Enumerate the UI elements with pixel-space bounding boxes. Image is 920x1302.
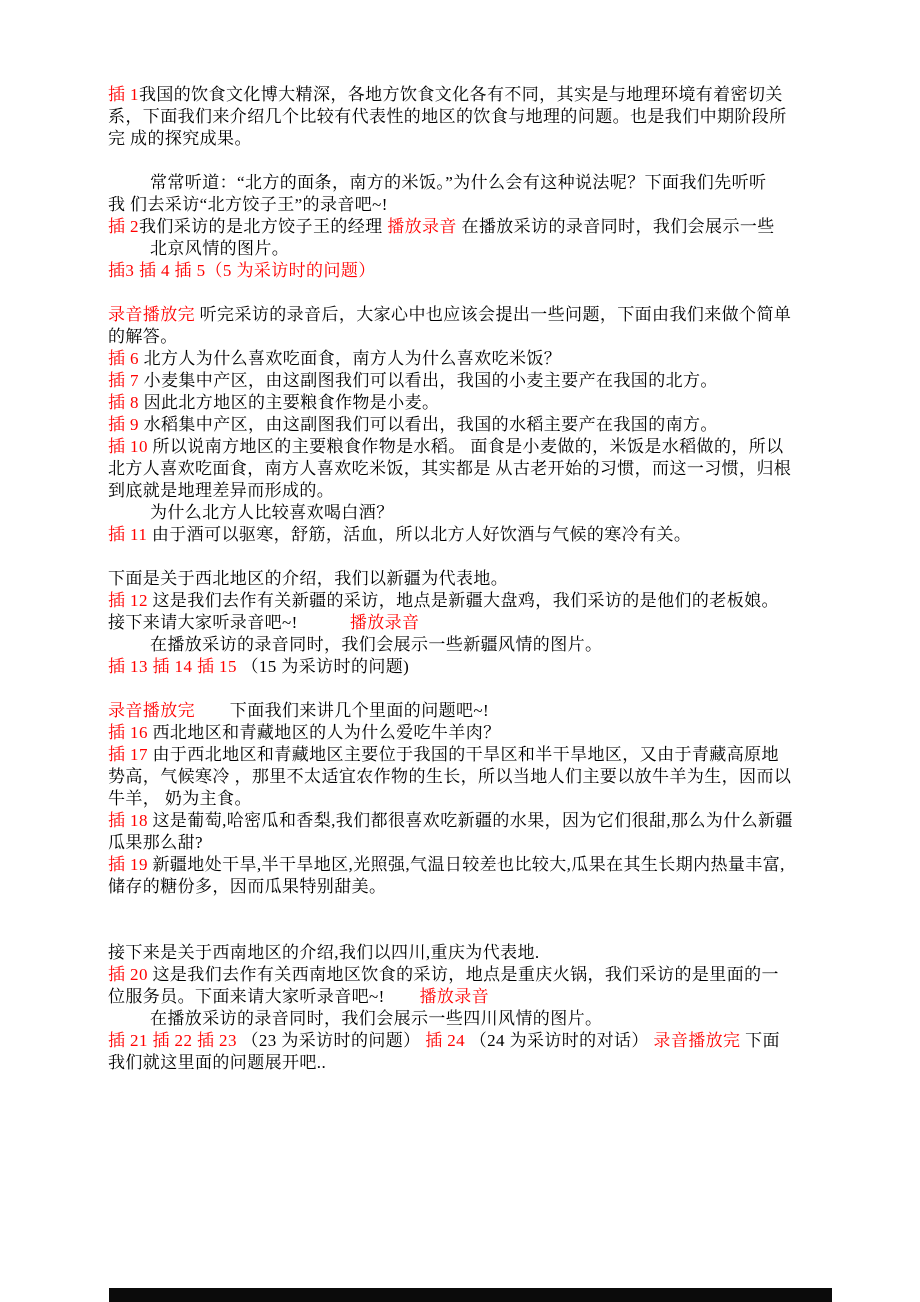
text-line — [108, 700, 822, 722]
body-text: （24 为采访时的对话） — [469, 1031, 654, 1050]
body-text: 我 们去采访“北方饺子王”的录音吧~! — [108, 195, 388, 214]
text-line — [108, 106, 822, 128]
text-line — [108, 1030, 822, 1052]
text-line — [108, 656, 822, 678]
body-text: 水稻集中产区，由这副图我们可以看出，我国的水稻主要产在我国的南方。 — [143, 415, 718, 434]
blank-line — [108, 150, 822, 172]
body-text: 在播放采访的录音同时，我们会展示一些新疆风情的图片。 — [150, 635, 603, 654]
text-line — [108, 326, 822, 348]
blank-line — [108, 546, 822, 568]
body-text: 势高，气候寒冷 ，那里不太适宜农作物的生长，所以当地人们主要以放牛羊为生，因而以 — [108, 767, 792, 786]
blank-line — [108, 898, 822, 920]
body-text: 位服务员。下面来请大家听录音吧~! — [108, 987, 420, 1006]
body-text: 在播放采访的录音同时，我们会展示一些 — [456, 217, 775, 236]
body-text: 接下来是关于西南地区的介绍,我们以四川,重庆为代表地. — [108, 943, 540, 962]
body-text: 因此北方地区的主要粮食作物是小麦。 — [143, 393, 440, 412]
insert-marker-text: 录音播放完 — [108, 305, 195, 324]
text-line — [108, 128, 822, 150]
body-text: 北方人喜欢吃面食，南方人喜欢吃米饭，其实都是 从古老开始的习惯，而这一习惯，归根 — [108, 459, 792, 478]
body-text: 下面是关于西北地区的介绍，我们以新疆为代表地。 — [108, 569, 509, 588]
text-line — [108, 788, 822, 810]
text-line — [108, 216, 822, 238]
body-text: 我国的饮食文化博大精深，各地方饮食文化各有不同，其实是与地理环境有着密切关 — [138, 85, 783, 104]
body-text: （23 为采访时的问题） — [241, 1031, 421, 1050]
insert-marker-text: 插 18 — [108, 811, 153, 830]
body-text: 我们采访的是北方饺子王的经理 — [138, 217, 388, 236]
body-text: 系，下面我们来介绍几个比较有代表性的地区的饮食与地理的问题。也是我们中期阶段所 — [108, 107, 787, 126]
insert-marker-text: 插 12 — [108, 591, 153, 610]
text-line — [108, 194, 822, 216]
text-line — [108, 1008, 822, 1030]
body-text: 瓜果那么甜? — [108, 833, 203, 852]
text-line — [108, 964, 822, 986]
body-text: 牛羊， 奶为主食。 — [108, 789, 252, 808]
insert-marker-text: 插 2 — [108, 217, 139, 236]
insert-marker-text: 播放录音 — [349, 613, 420, 632]
body-text: 为什么北方人比较喜欢喝白酒？ — [150, 503, 394, 522]
text-line — [108, 722, 822, 744]
text-line — [108, 590, 822, 612]
text-line — [108, 304, 822, 326]
insert-marker-text: 插 20 — [108, 965, 153, 984]
body-text: 西北地区和青藏地区的人为什么爱吃牛羊肉？ — [152, 723, 501, 742]
text-line — [108, 524, 822, 546]
text-line — [108, 832, 822, 854]
insert-marker-text: 播放录音 — [419, 987, 490, 1006]
body-text: 储存的糖份多，因而瓜果特别甜美。 — [108, 877, 387, 896]
insert-marker-text: 插 24 — [420, 1031, 470, 1050]
body-text: 下面我们来讲几个里面的问题吧~! — [195, 701, 490, 720]
body-text: 完 成的探究成果。 — [108, 129, 252, 148]
insert-marker-text: 插 6 — [108, 349, 144, 368]
text-line — [108, 458, 822, 480]
text-line — [108, 568, 822, 590]
insert-marker-text: 插 8 — [108, 393, 144, 412]
body-text: 新疆地处干旱,半干旱地区,光照强,气温日较差也比较大,瓜果在其生长期内热量丰富, — [152, 855, 785, 874]
text-line — [108, 436, 822, 458]
text-line — [108, 172, 822, 194]
body-text: 的解答。 — [108, 327, 178, 346]
text-line — [108, 766, 822, 788]
blank-line — [108, 282, 822, 304]
body-text: 常常听道：“北方的面条，南方的米饭。”为什么会有这种说法呢？下面我们先听听 — [150, 173, 767, 192]
text-line — [108, 986, 822, 1008]
blank-line — [108, 920, 822, 942]
document-body — [108, 84, 822, 1074]
text-line — [108, 480, 822, 502]
text-line — [108, 260, 822, 282]
body-text: 由于酒可以驱寒，舒筋，活血，所以北方人好饮酒与气候的寒冷有关。 — [151, 525, 692, 544]
body-text: 下面 — [740, 1031, 780, 1050]
text-line — [108, 348, 822, 370]
text-line — [108, 942, 822, 964]
insert-marker-text: 插 16 — [108, 723, 153, 742]
insert-marker-text: 插 9 — [108, 415, 144, 434]
text-line — [108, 414, 822, 436]
body-text: 北京风情的图片。 — [150, 239, 290, 258]
insert-marker-text: 录音播放完 — [108, 701, 195, 720]
insert-marker-text: 插 11 — [108, 525, 152, 544]
insert-marker-text: 插 13 插 14 插 15 — [108, 657, 242, 676]
insert-marker-text: 插 17 — [108, 745, 153, 764]
insert-marker-text: 插 21 插 22 插 23 — [108, 1031, 242, 1050]
body-text: 接下来请大家听录音吧~! — [108, 613, 350, 632]
text-line — [108, 370, 822, 392]
body-text: 听完采访的录音后，大家心中也应该会提出一些问题，下面由我们来做个简单 — [195, 305, 792, 324]
body-text: 在播放采访的录音同时，我们会展示一些四川风情的图片。 — [150, 1009, 603, 1028]
insert-marker-text: 插 10 — [108, 437, 153, 456]
text-line — [108, 854, 822, 876]
body-text: 北方人为什么喜欢吃面食，南方人为什么喜欢吃米饭？ — [143, 349, 562, 368]
text-line — [108, 634, 822, 656]
text-line — [108, 1052, 822, 1074]
table-top-edge — [109, 1288, 832, 1302]
body-text: 由于西北地区和青藏地区主要位于我国的干旱区和半干旱地区，又由于青藏高原地 — [152, 745, 779, 764]
body-text: 到底就是地理差异而形成的。 — [108, 481, 335, 500]
insert-marker-text: 插 1 — [108, 85, 139, 104]
body-text: 我们就这里面的问题展开吧.. — [108, 1053, 327, 1072]
insert-marker-text: 插3 插 4 插 5（5 为采访时的问题） — [108, 261, 376, 280]
insert-marker-text: 插 7 — [108, 371, 144, 390]
insert-marker-text: 录音播放完 — [653, 1031, 741, 1050]
body-text: 小麦集中产区，由这副图我们可以看出，我国的小麦主要产在我国的北方。 — [143, 371, 718, 390]
body-text: （15 为采访时的问题) — [241, 657, 410, 676]
text-line — [108, 744, 822, 766]
body-text: 这是葡萄,哈密瓜和香梨,我们都很喜欢吃新疆的水果，因为它们很甜,那么为什么新疆 — [152, 811, 793, 830]
text-line — [108, 238, 822, 260]
text-line — [108, 84, 822, 106]
body-text: 这是我们去作有关西南地区饮食的采访，地点是重庆火锅，我们采访的是里面的一 — [152, 965, 779, 984]
insert-marker-text: 播放录音 — [387, 217, 457, 236]
text-line — [108, 502, 822, 524]
blank-line — [108, 678, 822, 700]
text-line — [108, 876, 822, 898]
text-line — [108, 612, 822, 634]
body-text: 这是我们去作有关新疆的采访，地点是新疆大盘鸡，我们采访的是他们的老板娘。 — [152, 591, 779, 610]
text-line — [108, 392, 822, 414]
text-line — [108, 810, 822, 832]
insert-marker-text: 插 19 — [108, 855, 153, 874]
body-text: 所以说南方地区的主要粮食作物是水稻。 面食是小麦做的，米饭是水稻做的，所以 — [152, 437, 784, 456]
